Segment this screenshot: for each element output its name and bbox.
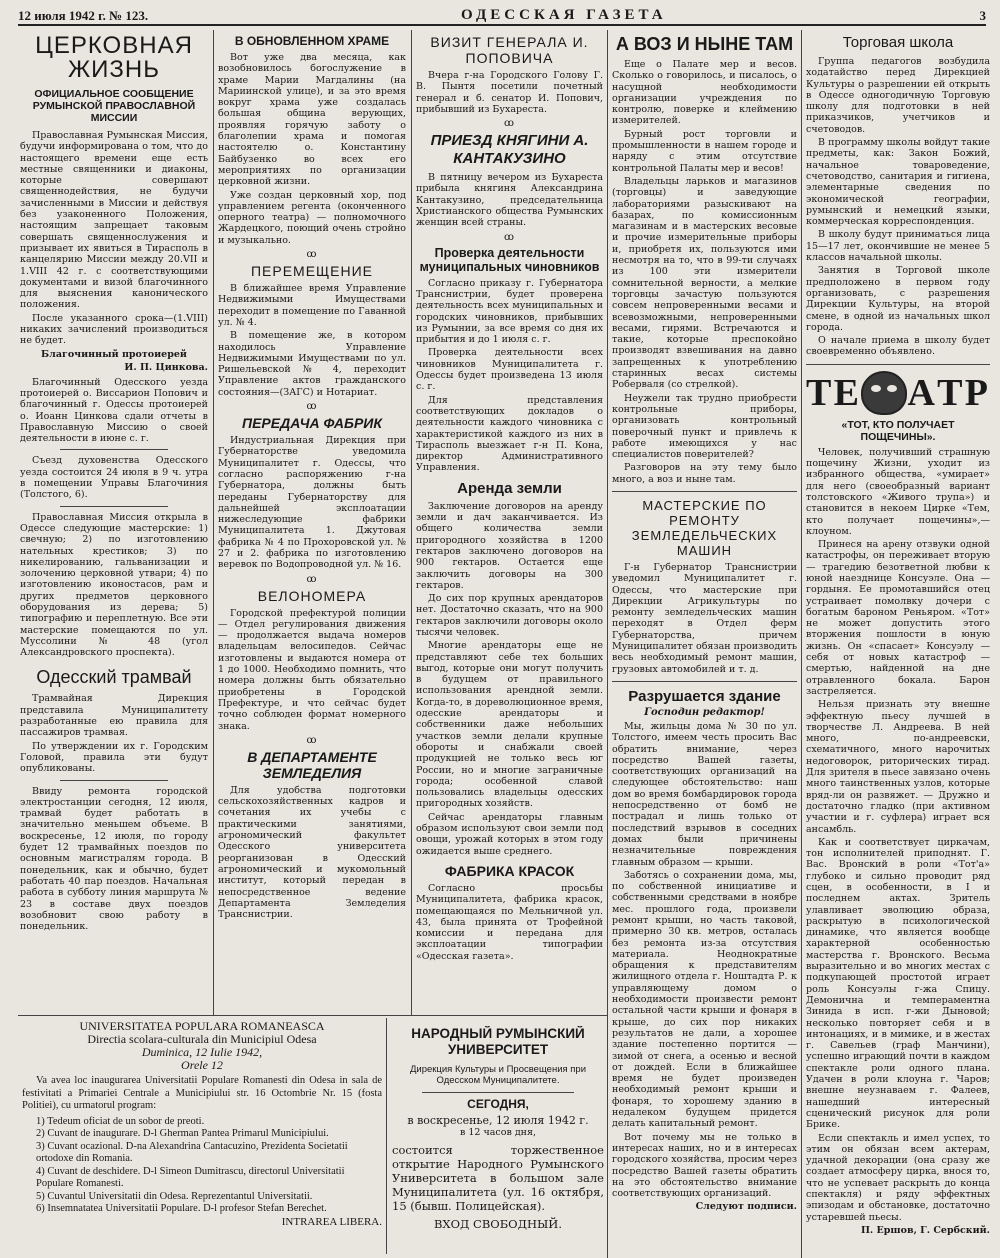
column-divider xyxy=(213,30,214,1015)
ad-paragraph: Va avea loc inaugurarea Universitatii Populare Romanesti din Odesa in sala de festivitati a Primariei Centrale a Municipiului str. 16 Octombrie Nr. 15 (fosta Politiei), cu urmatorul program: xyxy=(22,1075,382,1111)
ornament-icon: ꝏ xyxy=(504,231,515,243)
article-paragraph: Многие арендаторы еще не представляют себе тех больших выгод, которые они могут получить в будущем от правильного использования арендной земли. Когда-то, в дореволюционное время, одесские арендаторы и собственники даже небольших участков земли делали крупные обороты и снабжали своей продукцией не только весь юг России, но и многие заграничные города; особенной славой пользовались владельцы одесских пригородных хозяйств. xyxy=(416,640,603,810)
page-number: 3 xyxy=(979,8,986,23)
article-paragraph: Занятия в Торговой школе предположено в первом году организовать, с разрешения Дирекции Культуры, на второй смене, в одной из начальных школ города. xyxy=(806,265,990,333)
article-paragraph: Г-н Губернатор Транснистрии уведомил Муниципалитет г. Одессы, что мастерские при Дирекции Агрикультуры по ремонту земледельческих машин переходят в Отдел ферм Губернаторства, причем Муниципалитет обязан производить весь необходимый ремонт машин, грузовых автомобилей и т. д. xyxy=(612,561,797,675)
tram-title: Одесский трамвай xyxy=(36,667,192,688)
article-paragraph: Для представления соответствующих докладов о деятельности каждого чиновника с характеристикой каждого из них в Тирасполь выезжает г-н П. Кона, директор Административного Управления. xyxy=(416,394,603,474)
headline: ФАБРИКА КРАСОК xyxy=(444,862,575,879)
column-news-4 xyxy=(612,30,797,1255)
article-paragraph: Мы, жильцы дома № 30 по ул. Толстого, имеем честь просить Вас обратить внимание, через посредство Вашей газеты, соответствующих организаций на следующее обстоятельство: наш дом во время бомбардировок города непосредственно от бомб не пострадал и лишь только от последствий взрывов в соседних домах были причинены незначительные повреждения главным образом — крыши. xyxy=(612,720,797,868)
theatre-mask-icon xyxy=(861,371,907,415)
headline: В ОБНОВЛЕННОМ ХРАМЕ xyxy=(234,34,390,48)
article-paragraph: Вот почему мы не только в интересах наших, но и в интересах городского хозяйства, просим через посредство Вашей газеты обратить на это обстоятельство внимание соответствующих организаций. xyxy=(612,1131,797,1200)
column-divider xyxy=(801,30,802,1258)
rubric-letter: Т xyxy=(937,371,965,414)
article-paragraph: Согласно просьбы Муниципалитета, фабрика красок, помещающаяся по Мельничной ул. 43, была принята от Трофейной комиссии и передана для эксплоатации типографии «Одесская газета». xyxy=(416,882,603,962)
signature-name: И. П. Цинкова. xyxy=(124,361,208,373)
article-paragraph: Индустриальная Дирекция при Губернаторстве уведомила Муниципалитет г. Одессы, что согласно распоряжению г-на Губернатора, должны быть переданы Губернаторству для дальнейшей эксплоатации нижеследующие фабрики Муниципалитета 1. Джутовая фабрика № 4 по Прохоровской ул. № 27 и 2. фабрика по изготовлению веревок по Водопроводной ул. № 16. xyxy=(218,435,406,571)
ad-entry: ВХОД СВОБОДНЫЙ. xyxy=(433,1217,562,1231)
article-paragraph: Бурный рост торговли и промышленности в нашем городе и наряду с этим отсутствие контрольной Палаты мер и весов! xyxy=(612,128,797,174)
article-paragraph: Сейчас арендаторы главным образом используют свои земли под овощи, урожай которых в этом году ожидается выше среднего. xyxy=(416,811,603,857)
article-paragraph: Еще о Палате мер и весов. Сколько о говорилось, и писалось, о насущной необходимости организации учреждения по контролю, поверке и клеймению измерителей. xyxy=(612,59,797,127)
headline: ПЕРЕДАЧА ФАБРИК xyxy=(242,415,382,432)
program-item: 4) Cuvant de deschidere. D-l Simeon Dumitrascu, directorul Universitatii Populare Romanesti. xyxy=(36,1165,345,1189)
article-paragraph: Вот уже два месяца, как возобновилось богослужение в храме Марии Магдалины (на Мариинской улице), и за это время вокруг храма уже создалась большая община верующих, проявляя горячую заботу о благолепии храма и помогая настоятелю о. Константину Байбузенко во всех его мероприятиях по организации церковной жизни. xyxy=(218,52,406,188)
program-item: 6) Insemnatatea Universitatii Populare. D-l profesor Stefan Berechet. xyxy=(36,1203,327,1214)
article-paragraph: В ближайшее время Управление Недвижимыми Имуществами переходит в помещение по Гаванной ул. № 4. xyxy=(218,283,406,328)
ornament-icon: ꝏ xyxy=(306,401,318,413)
ad-date: в воскресенье, 12 июля 1942 г. xyxy=(407,1114,589,1127)
article-paragraph: Нельзя признать эту внешне эффектную пьесу лучшей в творчестве Л. Андреева. В ней много, по-андреевски, схематичного, много нарочитых недоговорок, риторических тирад. Для зрителя в пьесе завязано очень много таинственных узлов, которые вряд-ли он развяжет. — Дружно и достаточно гладко (при активном участии и г. суфлера) играет вся ансамбль. xyxy=(806,699,990,835)
article-paragraph: Православная Румынская Миссия, будучи информирована о том, что до настоящего времени еще есть местные священники и диаконы, которые совершают священнодействия, не будучи зачисленными в Миссии и действуя без узаконенного Положения, настоящим запрещает таковым совершать священнослужения и призывает их явиться в Тирасполь в канцелярию Миссии между 20.VII и 1.VIII 42 г. с соответствующими документами и визой благочинного для выяснения канонического положения. xyxy=(20,130,208,311)
column-divider xyxy=(411,30,412,1015)
ad-line: Duminica, 12 Iulie 1942, xyxy=(141,1045,263,1059)
headline: В ДЕПАРТАМЕНТЕ ЗЕМЛЕДЕЛИЯ xyxy=(247,748,377,781)
article-paragraph: Благочинный Одесского уезда протоиерей о. Виссарион Попович и благочинный г. Одессы протоиерей о. Иоанн Цинкова сдали отчеты в Православную Миссию о своей деятельности в июне с. г. xyxy=(20,376,208,445)
ad-body: состоится торжественное открытие Народного Румынского Университета в большом зале Муниципалитета (ул. 16 октября, 15 (бывш. Полицейская). xyxy=(392,1143,604,1213)
article-paragraph: Православная Миссия открыла в Одессе следующие мастерские: 1) свечную; 2) по изготовлению нательных крестиков; 3) по никелированию, гальванизации и золочению церковной утвари; 4) по изготовлению иконостасов, рам и других предметов церковного оборудования из дерева; 5) типографию и переплетную. Все эти мастерские помещаются по ул. Муссолини № 48 (угол Александровского проспекта). xyxy=(20,511,208,659)
article-paragraph: Заключение договоров на аренду земли и дач заканчивается. Из общего количества земли пригородного хозяйства в 1200 гектаров заключено договоров на 900 гектаров. Остается еще заключить договоры на 300 гектаров. xyxy=(416,500,603,591)
ad-org: Дирекция Культуры и Просвещения при Одесском Муниципалитете. xyxy=(409,1064,587,1086)
article-paragraph: Трамвайная Дирекция представила Муниципалитету разработанные ею правила для пассажиров трамвая. xyxy=(20,693,208,739)
article-paragraph: Съезд духовенства Одесского уезда состоится 24 июля в 9 ч. утра в помещении Управы Благочиния (Толстого, 6). xyxy=(20,455,208,501)
program-item: 3) Cuvant ocazional. D-na Alexandrina Cantacuzino, Prezidenta Societatii ortodoxe din Romania. xyxy=(36,1140,348,1164)
program-item: 1) Tedeum oficiat de un sobor de preoti. xyxy=(36,1115,205,1127)
headline: ПЕРЕМЕЩЕНИЕ xyxy=(250,263,374,280)
ad-today: СЕГОДНЯ, xyxy=(467,1097,529,1111)
article-paragraph: В школу будут приниматься лица 15—17 лет, окончившие не менее 5 классов начальной школы. xyxy=(806,229,990,264)
page-header xyxy=(18,4,986,26)
ad-title: НАРОДНЫЙ РУМЫНСКИЙ УНИВЕРСИТЕТ xyxy=(411,1026,585,1057)
article-paragraph: В программу школы войдут такие предметы, как: Закон Божий, начальное товароведение, счетоводство, санитария и гигиена, элементарные сведения по экономической географии, румынский и немецкий языки, коммерческая корреспонденция. xyxy=(806,137,990,228)
ad-time: в 12 часов дня, xyxy=(459,1127,537,1138)
article-paragraph: Как и соответствует циркачам, тон исполнителей приподнят. Г. Вас. Вронский в роли «Тот'а» глубоко и сильно проводит ряд сцен, в особенности, в I и последнем актах. Зритель улавливает эволюцию образа, раскрытую в психологической динамике, что является вообще характерной особенностью мастерства г. Вронского. Весьма выразительно и во многих местах с подкупающей простотой играет роль Консуэлы г-жа Спицу. Демонична и темпераментна Зинида в исп. г-жи Дыновой; несколько повторяет себя и в интонациях, и в мимике, и в жестах г. Савельев (граф Манчини), успешно играющий почти в каждом спектакле роли одного плана. Удачен в роли клоуна г. Чаров; внешне неузнаваем г. Фалеев, нашедший интересный сценический рисунок для роли Брике. xyxy=(806,836,990,1131)
ad-footer: INTRAREA LIBERA. xyxy=(281,1215,382,1228)
article-paragraph: Ввиду ремонта городской электростанции сегодня, 12 июля, трамвай будет работать в значительно меньшем объеме. В воскресенье, 12 июля, по городу будет 12 трамвайных поездов по основным магистралям города. В понедельник, как и обычно, будет работать 40 пар поездов. Начальная работа в субботу линия маршрута № 23 в составе двух поездов возобновит свою работу в понедельник. xyxy=(20,785,208,933)
program-item: 2) Cuvant de inaugurare. D-l Gherman Pantea Primarul Municipiului. xyxy=(36,1128,329,1139)
rubric-letter: Е xyxy=(833,371,861,414)
play-title: «ТОТ, КТО ПОЛУЧАЕТ ПОЩЕЧИНЫ». xyxy=(841,418,955,443)
headline: Торговая школа xyxy=(842,34,954,51)
headline: Разрушается здание xyxy=(628,687,781,705)
article-paragraph: Принеся на арену отзвуки одной катастрофы, он переживает вторую — трагедию безответной любви к юной наезднице Консуэле. Она — гордыня. Ее промотавшийся отец устраивает помолвку дочери с богатым бароном Реньяром. «Тот» не может допустить этого вторжения пошлости в юную жизнь. Он «спасает» Консуэлу — себя от новых катастроф — смертью, найденной на дне отравленного бокала. Барон застреляется. xyxy=(806,539,990,697)
column-divider xyxy=(607,30,608,1258)
column-church xyxy=(20,30,208,1015)
article-paragraph: Если спектакль и имел успех, то этим он обязан всем актерам, удачной декорации (она сразу же создает атмосферу цирка, внося то, что не успевает раскрыть до конца спектакля) и ряду эффектных эпизодам и обстановке, достаточно устаревшей пьесы. xyxy=(806,1132,990,1223)
ornament-icon: ꝏ xyxy=(306,249,318,261)
article-paragraph: До сих пор крупных арендаторов нет. Достаточно сказать, что на 900 гектаров заключили договоры около тысячи человек. xyxy=(416,593,603,638)
article-paragraph: Группа педагогов возбудила ходатайство перед Дирекцией Культуры о разрешении ей открыть в Одессе одногодичную Торговую школу для подготовки в ней приказчиков, учетчиков и счетоводов. xyxy=(806,56,990,135)
column-news-5 xyxy=(806,30,990,1255)
review-signature: П. Ершов, Г. Сербский. xyxy=(860,1224,990,1236)
column-news-3 xyxy=(416,30,603,1015)
headline: А ВОЗ И НЫНЕ ТАМ xyxy=(615,34,794,54)
article-paragraph: Человек, получивший страшную пощечину Жизни, уходит из избранного общества, «умирает» для него (своеобразный вариант толстовского «Живого трупа») и становится в некоем Цирке «Тем, кто получает пощечины»,—клоуном. xyxy=(806,446,990,537)
ornament-icon: ꝏ xyxy=(306,734,318,746)
headline: ВЕЛОНОМЕРА xyxy=(257,587,367,604)
rubric-letter: Т xyxy=(806,371,834,414)
ornament-icon: ꝏ xyxy=(306,573,318,585)
article-paragraph: По утверждении их г. Городским Головой, правила эти будут опубликованы. xyxy=(20,740,208,775)
signature-role: Благочинный протоиерей xyxy=(41,348,187,360)
rubric-letter: А xyxy=(907,371,937,414)
issue-date: 12 июля 1942 г. № 123. xyxy=(18,8,149,23)
article-paragraph: Для удобства подготовки сельскохозяйственных кадров и сочетания их учебы с практическими занятиями, агрономический факультет Одесского университета реорганизован в Одесский агрономический и мукомольный институт, который передан в непосредственное ведение Департамента Земледелия Транснистрии. xyxy=(218,784,406,921)
ad-line: Directia scolara-culturala din Municipiul Odesa xyxy=(87,1032,317,1046)
romanian-announcement xyxy=(22,1020,382,1254)
column-divider xyxy=(386,1018,387,1254)
newspaper-title: ОДЕССКАЯ ГАЗЕТА xyxy=(461,7,667,23)
headline: ПРИЕЗД КНЯГИНИ А. КАНТАКУЗИНО xyxy=(430,132,589,168)
ornament-icon: ꝏ xyxy=(504,118,515,130)
article-paragraph: Уже создан церковный хор, под управлением регента (оконченного оперного театра) — полномочного Жардецкого, поющий очень стройно и музыкально. xyxy=(218,189,406,246)
headline: МАСТЕРСКИЕ ПО РЕМОНТУ ЗЕМЛЕДЕЛЬЧЕСКИХ МАШИН xyxy=(631,497,778,558)
article-paragraph: Владельцы ларьков и магазинов (торговцы) и заведующие лабораториями разыскивают на базарах, по комиссионным магазинам и в мастерских весовые и прочие измерительные приборы и, приобретя их, пользуются ими несмотря на то, что в 99-ти случаях из 100 эти измерители сомнительной верности, а мелкие торговцы зачастую пользуются совсем непроверенными весами и всевозможными, непроверенными весами, гирями. Встречаются и такие, которые преспокойно производят взвешивания на давно запрещенных к употреблению старинных весах системы Роберваля (со стрелкой). xyxy=(612,175,797,391)
official-title: ОФИЦИАЛЬНОЕ СООБЩЕНИЕ РУМЫНСКОЙ ПРАВОСЛАВНОЙ МИССИИ xyxy=(32,88,196,124)
church-rubric: ЦЕРКОВНАЯ ЖИЗНЬ xyxy=(35,32,193,83)
headline: Проверка деятельности муниципальных чиновников xyxy=(419,245,600,274)
letter-salutation: Господин редактор! xyxy=(644,706,765,718)
article-paragraph: Согласно приказу г. Губернатора Транснистрии, будет проверена деятельность всех муниципальных и городских чиновников, прибывших из Румынии, за все время со дня их прибытия и до 1 июля с. г. xyxy=(416,277,603,346)
article-paragraph: Неужели так трудно приобрести контрольные приборы, организовать контрольный поверочный пункт и привлечь к работе имеющихся у нас специалистов поверителей? xyxy=(612,392,797,461)
theatre-rubric xyxy=(806,371,990,415)
ad-line: Orele 12 xyxy=(181,1058,223,1072)
headline: Аренда земли xyxy=(457,479,562,497)
article-paragraph: После указанного срока—(1.VIII) никаких зачислений производиться не будет. xyxy=(20,312,208,347)
section-divider xyxy=(18,1015,607,1016)
headline: ВИЗИТ ГЕНЕРАЛА И. ПОПОВИЧА xyxy=(430,34,589,66)
ad-line: UNIVERSITATEA POPULARA ROMANEASCA xyxy=(79,1020,325,1033)
russian-announcement xyxy=(392,1026,604,1254)
article-paragraph: Проверка деятельности всех чиновников Муниципалитета г. Одессы будет произведена 13 июля с. г. xyxy=(416,347,603,393)
article-paragraph: Разговоров на эту тему было много, а воз и ныне там. xyxy=(612,462,797,485)
column-news-2 xyxy=(218,30,406,1015)
rubric-letter: Р xyxy=(964,371,990,414)
article-paragraph: Вчера г-на Городского Голову Г. В. Пынтя посетили почетный генерал и б. сенатор И. Попович, прибывший из Бухареста. xyxy=(416,70,603,115)
article-paragraph: Городской префектурой полиции — Отдел регулирования движения — продолжается выдача номеров владельцам велосипедов. Сейчас изготовлены и выдаются номера от 1 до 1000. Необходимо помнить, что номера должны быть обязательно приобретены в Городской Префектуре, и что сейчас будет точно соблюден формат номерного знака. xyxy=(218,607,406,732)
article-paragraph: В пятницу вечером из Бухареста прибыла княгиня Александрина Кантакузино, председательница Христианского общества Румынских женщин всей страны. xyxy=(416,172,603,229)
article-paragraph: Заботясь о сохранении дома, мы, по собственной инициативе и собственными средствами в ноябре мес. прошлого года, произвели ремонт крыши, но часть таковой, примерно 30 кв. метров, осталась без ремонта из-за отсутствия материала. Неоднократные обращения к представителям жилищного отдела г. Ноштадта Р. к управляющему домом о необходимости произвести ремонт остальной части крыши и фонаря в крыше, до сих пор никаких результатов не дали, а хорошее здание постепенно портится — зимой от снега, а осенью и весной от дождей. Если в ближайшее время не будет произведен необходимый ремонт крыши и фонаря, то хорошему зданию в недалеком будущем придется делать капитальный ремонт. xyxy=(612,869,797,1130)
letter-signature: Следуют подписи. xyxy=(695,1201,797,1213)
article-paragraph: В помещение же, в котором находилось Управление Недвижимыми Имуществами по ул. Ришельевской № 4, переходит Управление актов гражданского состояния—(ЗАГС) и Нотариат. xyxy=(218,330,406,398)
article-paragraph: О начале приема в школу будет своевременно объявлено. xyxy=(806,335,990,358)
program-item: 5) Cuvantul Universitatii din Odesa. Reprezentantul Universitatii. xyxy=(36,1190,313,1202)
